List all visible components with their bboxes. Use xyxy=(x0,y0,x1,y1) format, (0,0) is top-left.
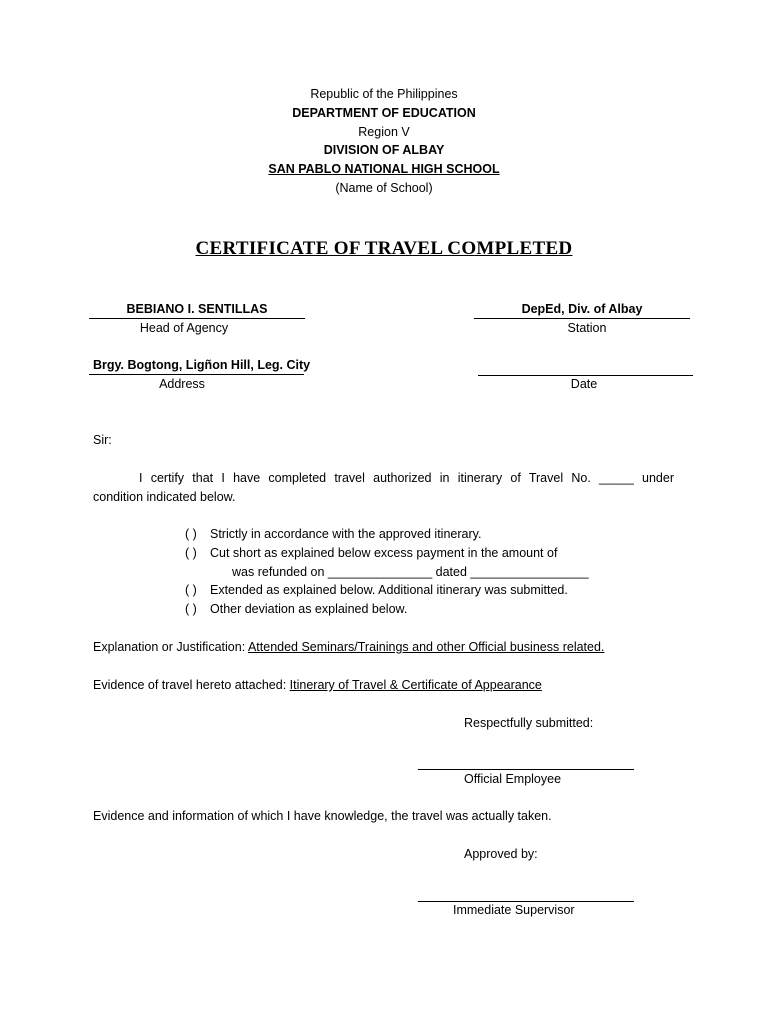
option-checkbox: ( ) xyxy=(185,583,197,597)
option-text: was refunded on _______________ dated _________________ xyxy=(232,565,589,579)
school-caption: (Name of School) xyxy=(335,181,433,195)
explanation-line xyxy=(93,640,604,654)
supervisor-signature-line xyxy=(418,901,634,902)
evidence-line xyxy=(93,678,542,692)
employee-signature-line xyxy=(418,769,634,770)
department-heading: DEPARTMENT OF EDUCATION xyxy=(292,106,476,120)
body-line-2: condition indicated below. xyxy=(93,490,236,504)
station-label: Station xyxy=(567,321,607,335)
option-checkbox: ( ) xyxy=(185,602,197,616)
option-text: Cut short as explained below excess payment in the amount of xyxy=(210,546,558,560)
option-text: Extended as explained below. Additional itinerary was submitted. xyxy=(210,583,568,597)
school-name: SAN PABLO NATIONAL HIGH SCHOOL xyxy=(268,162,500,176)
address-value: Brgy. Bogtong, Ligñon Hill, Leg. City xyxy=(93,358,311,372)
respectfully-submitted: Respectfully submitted: xyxy=(464,716,594,730)
division-heading: DIVISION OF ALBAY xyxy=(323,143,445,157)
option-checkbox: ( ) xyxy=(185,546,197,560)
region-heading: Region V xyxy=(358,125,410,139)
salutation: Sir: xyxy=(93,433,112,447)
option-checkbox: ( ) xyxy=(185,527,197,541)
date-line xyxy=(478,375,693,376)
republic-heading: Republic of the Philippines xyxy=(310,87,458,101)
head-of-agency-value: BEBIANO I. SENTILLAS xyxy=(126,302,268,316)
immediate-supervisor-label: Immediate Supervisor xyxy=(453,903,575,917)
knowledge-statement: Evidence and information of which I have knowledge, the travel was actually taken. xyxy=(93,809,552,823)
document-title: CERTIFICATE OF TRAVEL COMPLETED xyxy=(195,238,573,259)
explanation-value: Attended Seminars/Trainings and other Official business related. xyxy=(247,640,605,654)
address-line xyxy=(89,374,304,375)
body-line-1: I certify that I have completed travel authorized in itinerary of Travel No. _____ under xyxy=(139,471,674,485)
explanation-label: Explanation or Justification: xyxy=(93,640,248,654)
head-of-agency-line xyxy=(89,318,305,319)
head-of-agency-label: Head of Agency xyxy=(139,321,229,335)
approved-by: Approved by: xyxy=(464,847,538,861)
option-text: Strictly in accordance with the approved itinerary. xyxy=(210,527,482,541)
address-label: Address xyxy=(159,377,205,391)
date-label: Date xyxy=(570,377,598,391)
station-value: DepEd, Div. of Albay xyxy=(521,302,643,316)
evidence-value: Itinerary of Travel & Certificate of Appearance xyxy=(289,678,542,692)
evidence-label: Evidence of travel hereto attached: xyxy=(93,678,290,692)
option-text: Other deviation as explained below. xyxy=(210,602,408,616)
official-employee-label: Official Employee xyxy=(464,772,562,786)
station-line xyxy=(474,318,690,319)
